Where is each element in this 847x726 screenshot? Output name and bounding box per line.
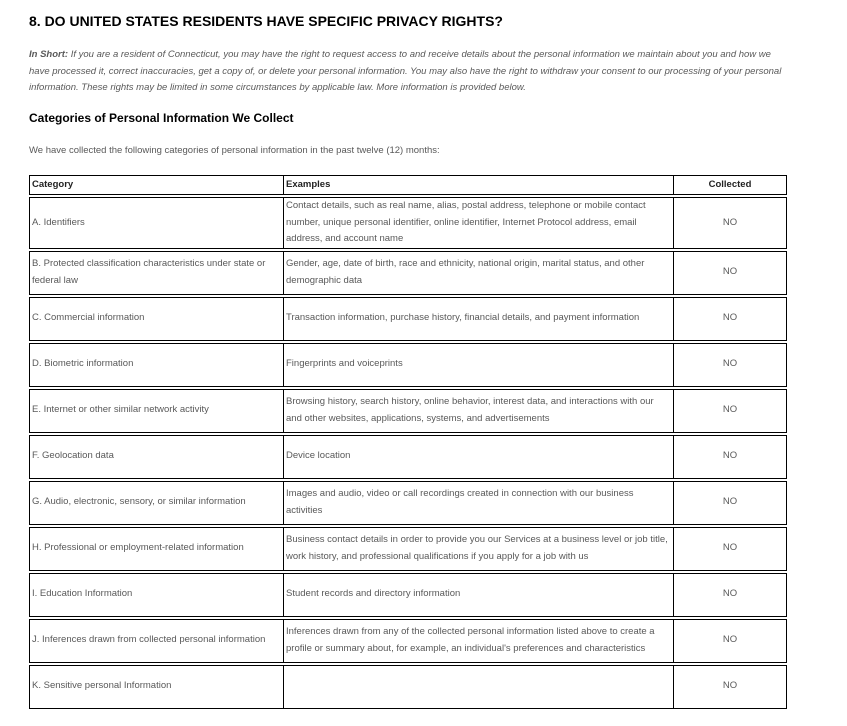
in-short-label: In Short:: [29, 49, 69, 60]
table-row: [29, 527, 787, 571]
header-examples: Examples: [284, 175, 674, 195]
table-row: [29, 197, 787, 249]
collected-cell: NO: [674, 665, 787, 709]
examples-cell: Business contact details in order to provide you our Services at a business level or job title, work history, and professional qualifications if you apply for a job with us: [284, 527, 674, 571]
examples-cell: Browsing history, search history, online behavior, interest data, and interactions with our and other websites, applications, systems, and advertisements: [284, 389, 674, 433]
category-cell: B. Protected classification characteristics under state or federal law: [29, 251, 284, 295]
in-short-text: If you are a resident of Connecticut, you may have the right to request access to and receive details about the personal information we maintain about you and how we have processed it, correct inaccuracies, get a copy of, or delete your personal information. You may also have the right to withdraw your consent to our processing of your personal information. These rights may be limited in some circumstances by applicable law. More information is provided below.: [29, 49, 782, 93]
collected-cell: NO: [674, 481, 787, 525]
table-row: [29, 343, 787, 387]
collected-cell: NO: [674, 251, 787, 295]
table-row: [29, 389, 787, 433]
category-cell: K. Sensitive personal Information: [29, 665, 284, 709]
examples-cell: Fingerprints and voiceprints: [284, 343, 674, 387]
examples-cell: [284, 665, 674, 709]
category-cell: D. Biometric information: [29, 343, 284, 387]
examples-cell: Images and audio, video or call recordings created in connection with our business activities: [284, 481, 674, 525]
table-row: [29, 435, 787, 479]
collected-cell: NO: [674, 197, 787, 249]
categories-title: Categories of Personal Information We Collect: [29, 111, 294, 125]
examples-cell: Student records and directory information: [284, 573, 674, 617]
category-cell: E. Internet or other similar network activity: [29, 389, 284, 433]
table-row: [29, 481, 787, 525]
category-cell: J. Inferences drawn from collected personal information: [29, 619, 284, 663]
category-cell: I. Education Information: [29, 573, 284, 617]
in-short-summary: [29, 47, 789, 97]
collected-cell: NO: [674, 573, 787, 617]
collected-cell: NO: [674, 619, 787, 663]
collected-cell: NO: [674, 389, 787, 433]
table-row: [29, 297, 787, 341]
collected-cell: NO: [674, 343, 787, 387]
header-collected: Collected: [674, 175, 787, 195]
category-cell: F. Geolocation data: [29, 435, 284, 479]
examples-cell: Transaction information, purchase history, financial details, and payment information: [284, 297, 674, 341]
examples-cell: Contact details, such as real name, alias, postal address, telephone or mobile contact number, unique personal identifier, online identifier, Internet Protocol address, email address, and account name: [284, 197, 674, 249]
header-category: Category: [29, 175, 284, 195]
collected-cell: NO: [674, 297, 787, 341]
categories-table: [29, 173, 787, 711]
table-row: [29, 665, 787, 709]
category-cell: H. Professional or employment-related information: [29, 527, 284, 571]
section-title: 8. DO UNITED STATES RESIDENTS HAVE SPECIFIC PRIVACY RIGHTS?: [29, 13, 503, 29]
examples-cell: Device location: [284, 435, 674, 479]
categories-intro: We have collected the following categories of personal information in the past twelve (12) months:: [29, 145, 440, 156]
category-cell: C. Commercial information: [29, 297, 284, 341]
table-row: [29, 619, 787, 663]
collected-cell: NO: [674, 527, 787, 571]
category-cell: G. Audio, electronic, sensory, or similar information: [29, 481, 284, 525]
table-row: [29, 573, 787, 617]
collected-cell: NO: [674, 435, 787, 479]
examples-cell: Inferences drawn from any of the collected personal information listed above to create a profile or summary about, for example, an individual's preferences and characteristics: [284, 619, 674, 663]
table-header-row: [29, 175, 787, 195]
category-cell: A. Identifiers: [29, 197, 284, 249]
table-row: [29, 251, 787, 295]
examples-cell: Gender, age, date of birth, race and ethnicity, national origin, marital status, and other demographic data: [284, 251, 674, 295]
